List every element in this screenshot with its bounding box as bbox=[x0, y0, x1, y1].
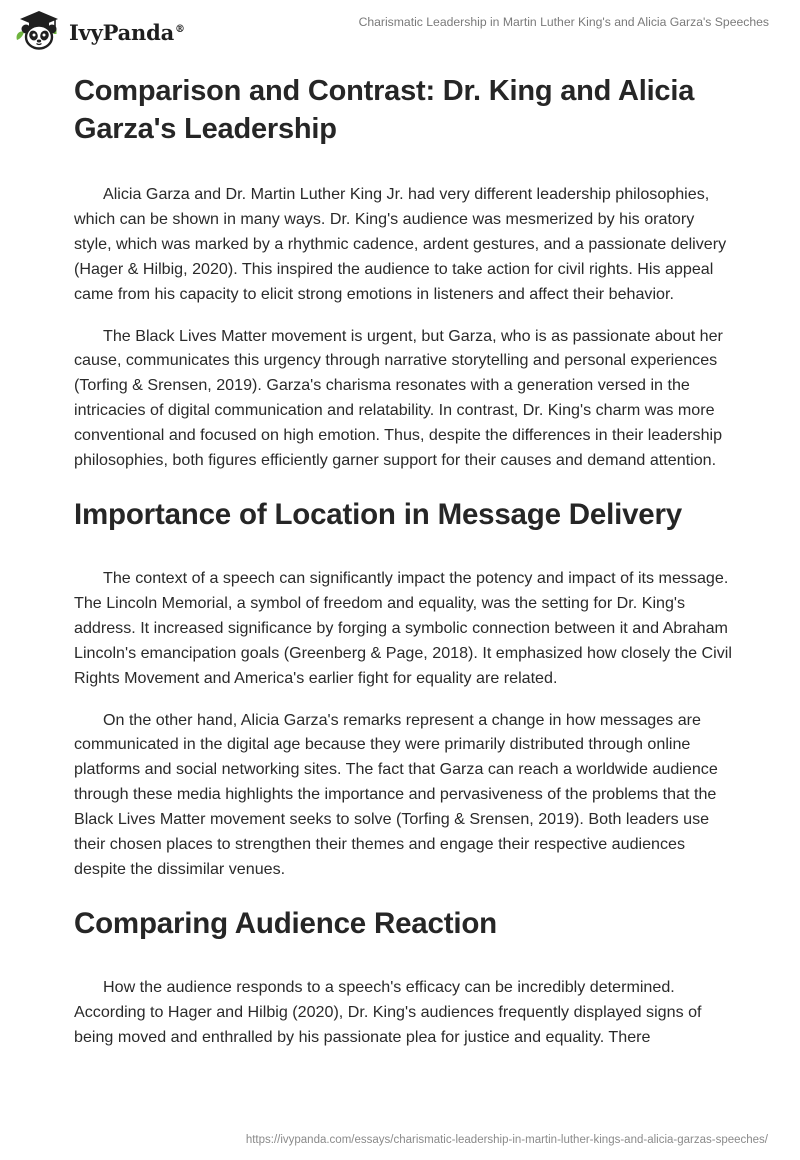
ivypanda-logo[interactable] bbox=[14, 8, 185, 52]
source-url[interactable]: https://ivypanda.com/essays/charismatic-leadership-in-martin-luther-kings-and-alicia-garzas-speeches/ bbox=[245, 1134, 768, 1146]
brand-name-text: IvyPanda bbox=[69, 19, 175, 45]
paragraph: Alicia Garza and Dr. Martin Luther King Jr. had very different leadership philosophies, which can be shown in many ways. Dr. King's audience was mesmerized by his oratory style, which was marked by a rhythmic cadence, ardent gestures, and a passionate delivery (Hager & Hilbig, 2020). This inspired the audience to take action for civil rights. His appeal came from his capacity to elicit strong emotions in listeners and affect their behavior. bbox=[74, 185, 727, 303]
registered-mark: ® bbox=[175, 23, 185, 35]
paragraph: The Black Lives Matter movement is urgent, but Garza, who is as passionate about her cause, communicates this urgency through narrative storytelling and personal experiences (Torfing & Srensen, 2019). Garza's charisma resonates with a generation versed in the intricacies of digital communication and relatability. In contrast, Dr. King's charm was more conventional and focused on high emotion. Thus, despite the differences in their leadership philosophies, both figures efficiently garner support for their causes and demand attention. bbox=[74, 326, 723, 470]
paragraph: How the audience responds to a speech's efficacy can be incredibly determined. According to Hager and Hilbig (2020), Dr. King's audiences frequently displayed signs of being moved and enthralled by his passionate plea for justice and equality. There bbox=[74, 977, 702, 1046]
section-heading-location: Importance of Location in Message Delivery bbox=[74, 497, 682, 531]
panda-graduate-icon bbox=[14, 10, 64, 50]
page-header bbox=[0, 0, 800, 48]
article-body bbox=[74, 72, 734, 1050]
paragraph: On the other hand, Alicia Garza's remarks represent a change in how messages are communicated in the digital age because they were primarily distributed through online platforms and social networking sites. The fact that Garza can reach a worldwide audience through these media highlights the importance and pervasiveness of the problems that the Black Lives Matter movement seeks to solve (Torfing & Srensen, 2019). Both leaders use their chosen places to strengthen their themes and engage their respective audiences despite the dissimilar venues. bbox=[74, 710, 718, 878]
section-heading-comparison: Comparison and Contrast: Dr. King and Alicia Garza's Leadership bbox=[74, 75, 695, 145]
section-heading-audience: Comparing Audience Reaction bbox=[74, 906, 497, 940]
document-title: Charismatic Leadership in Martin Luther King's and Alicia Garza's Speeches bbox=[358, 15, 769, 29]
paragraph: The context of a speech can significantly impact the potency and impact of its message. The Lincoln Memorial, a symbol of freedom and equality, was the setting for Dr. King's address. It increased significance by forging a symbolic connection between it and Abraham Lincoln's emancipation goals (Greenberg & Page, 2018). It emphasized how closely the Civil Rights Movement and America's earlier fight for equality are related. bbox=[74, 568, 732, 687]
brand-name bbox=[69, 20, 185, 45]
